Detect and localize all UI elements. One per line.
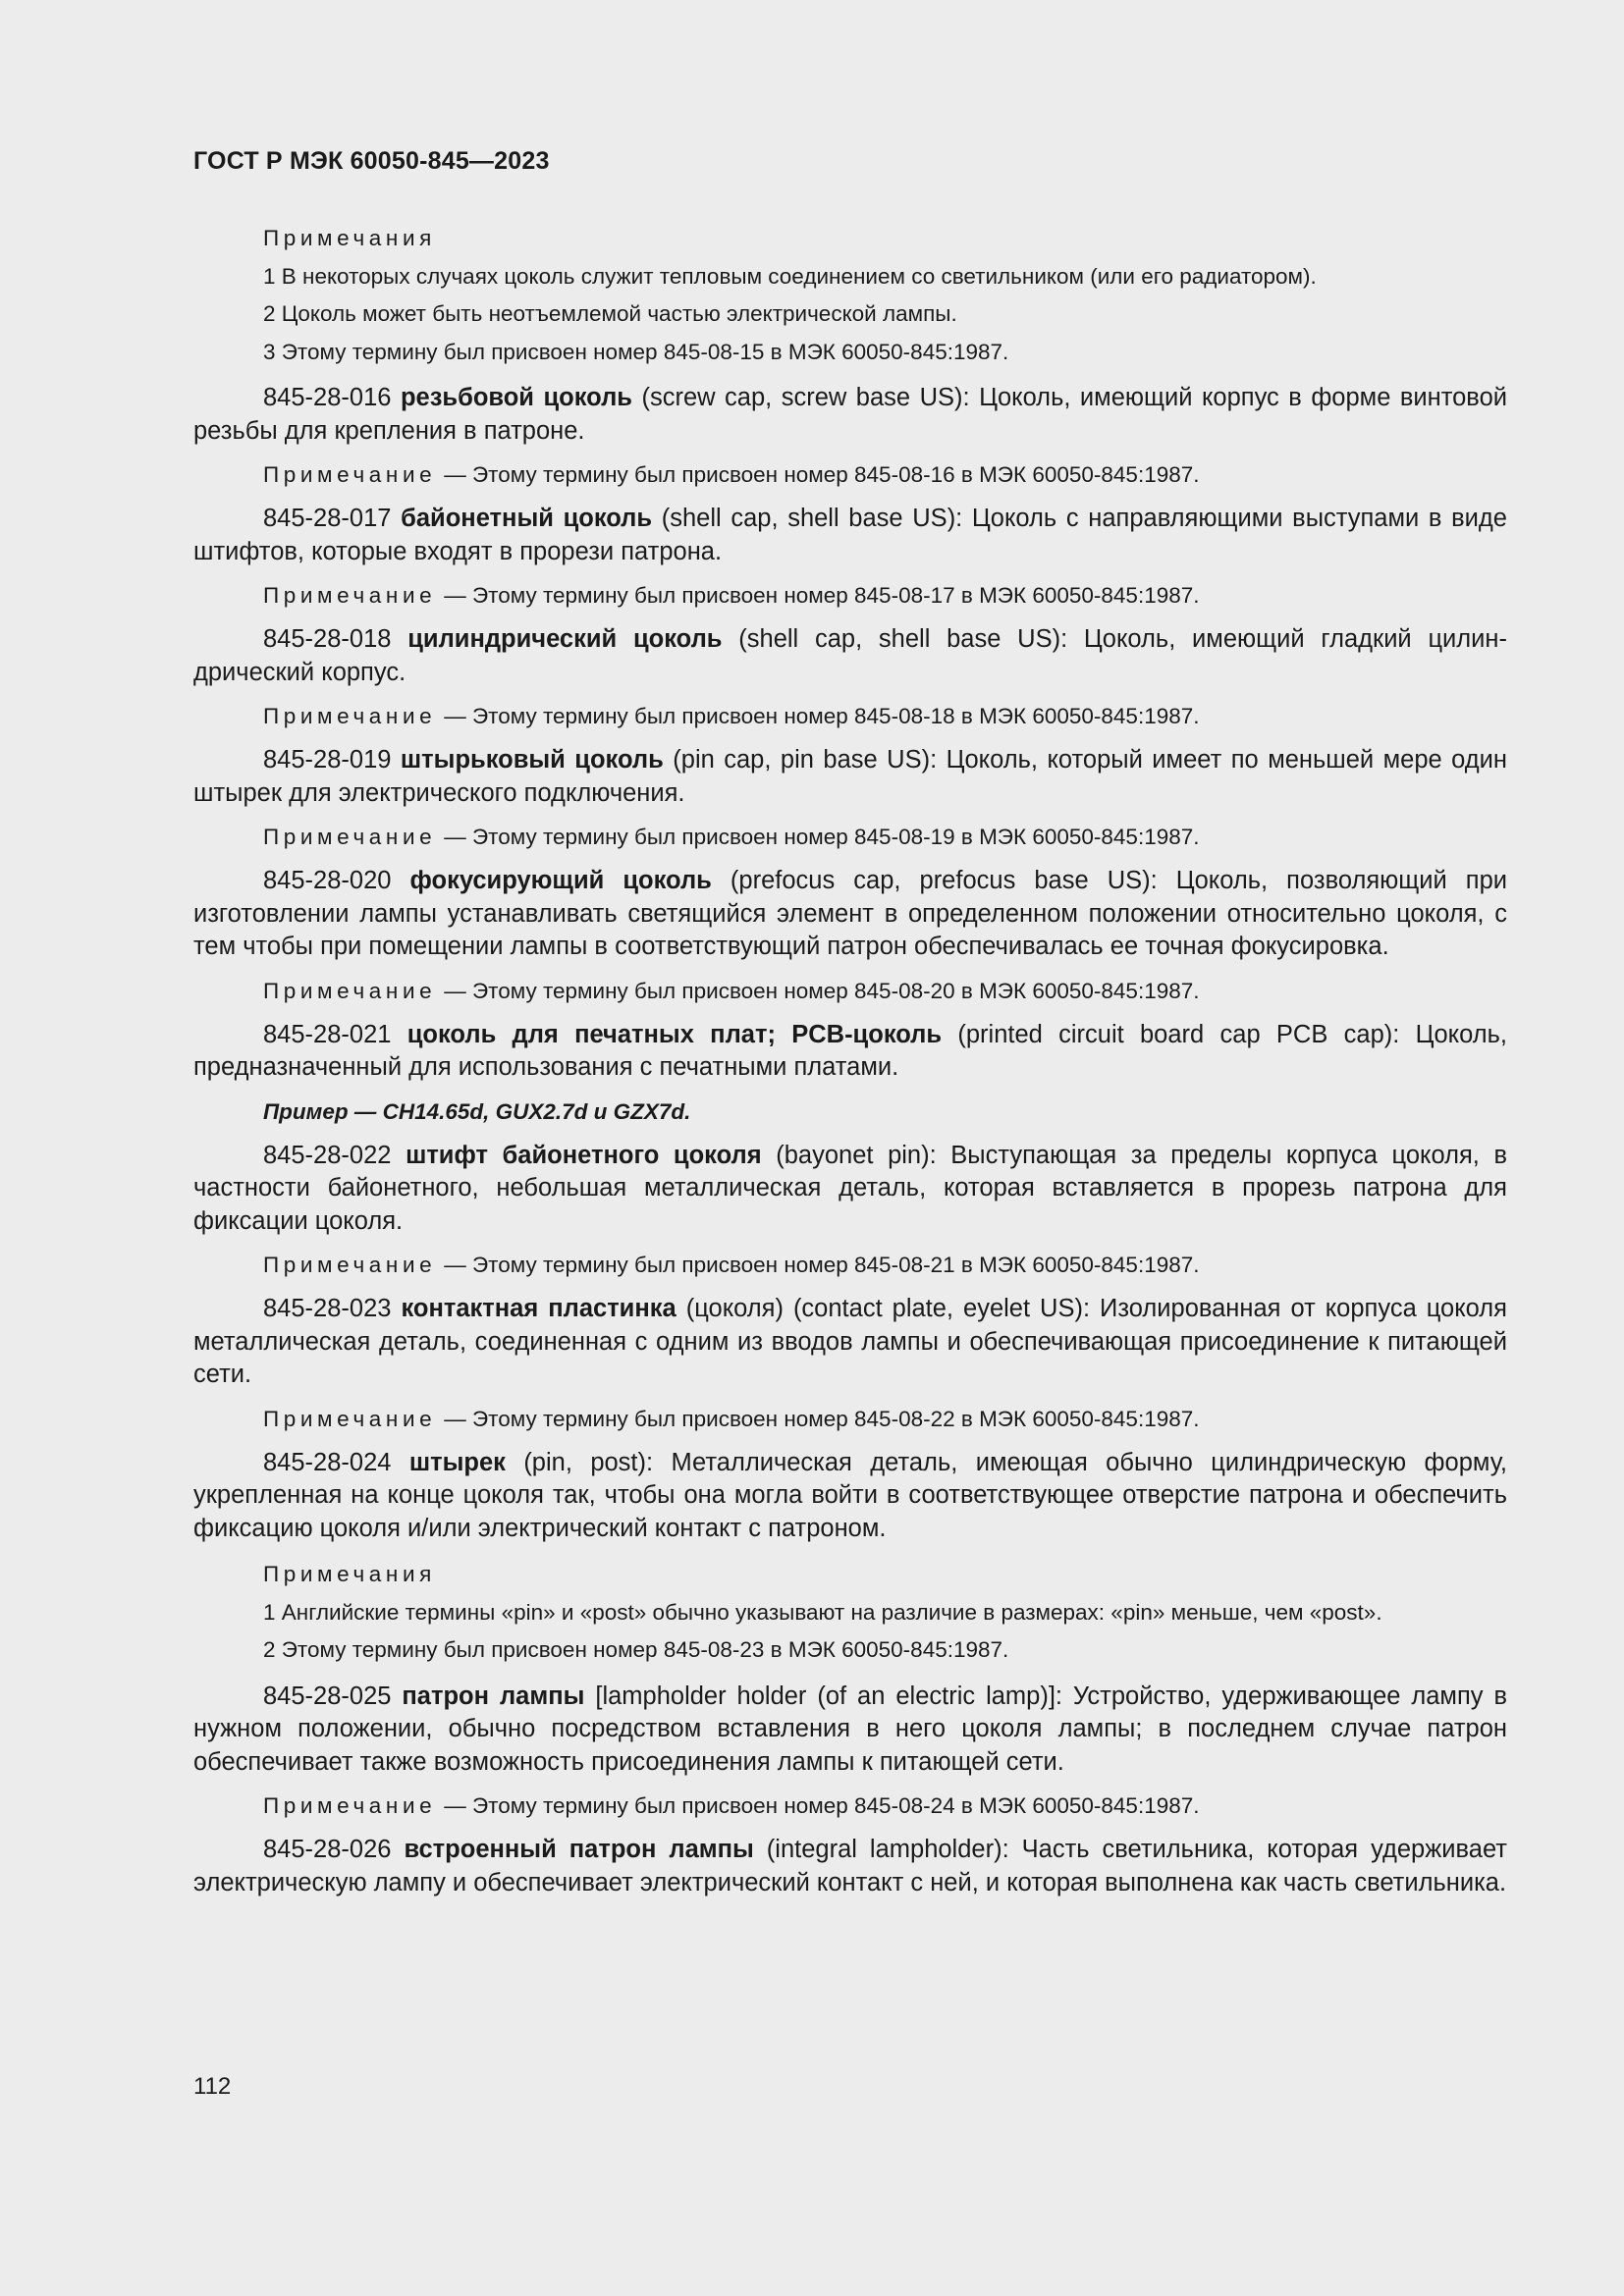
- spacer: [193, 1282, 1507, 1293]
- term-definition: (prefocus cap, prefocus base US): Цоколь, позволяющий при изготовлении лампы устанавливать светящийся элемент в определенном положении относительно цоколя, с тем чтобы при помещении лампы в соответствующий патрон обеспечивалась ее точная фокусировка.: [193, 867, 1508, 960]
- note-label: Примечание: [263, 978, 437, 1003]
- notes-heading: Примечания: [263, 1562, 436, 1586]
- note-text: — Этому термину был присвоен номер 845-08-22 в МЭК 60050-845:1987.: [444, 1406, 1200, 1431]
- spacer: [193, 1545, 1507, 1556]
- term-notes: [193, 1556, 1507, 1670]
- spacer: [193, 1129, 1507, 1140]
- spacer: [193, 1238, 1507, 1249]
- term-note: [193, 700, 1507, 733]
- term-definition: (pin, post): Металлическая деталь, имеющая обычно цилиндрическую форму, укрепленная на конце цоколя так, чтобы она могла войти в соответствующее отверстие патрона и обеспечить фиксацию цоколя и/или электрический контакт с патроном.: [193, 1448, 1507, 1542]
- note-line: 2 Этому термину был присвоен номер 845-08-23 в МЭК 60050-845:1987.: [263, 1637, 1009, 1662]
- note-text: — Этому термину был присвоен номер 845-08-20 в МЭК 60050-845:1987.: [444, 978, 1200, 1003]
- term-number: 845-28-024: [263, 1448, 392, 1476]
- term-entry: [193, 503, 1507, 568]
- note-label: Примечание: [263, 1406, 437, 1431]
- term-number: 845-28-020: [263, 867, 392, 894]
- spacer: [193, 568, 1507, 579]
- spacer: [193, 1779, 1507, 1789]
- note-line: 1 В некоторых случаях цоколь служит тепловым соединением со светильником (или его радиатором).: [263, 263, 1317, 289]
- term-entry: [193, 1293, 1507, 1392]
- spacer: [193, 1008, 1507, 1019]
- spacer: [193, 613, 1507, 623]
- term-note: [193, 458, 1507, 492]
- intro-notes: [193, 220, 1507, 371]
- note-text: — Этому термину был присвоен номер 845-08-18 в МЭК 60050-845:1987.: [444, 704, 1200, 728]
- term-definition: (screw cap, screw base US): Цоколь, имеющий корпус в форме винтовой резьбы для крепления в патроне.: [193, 384, 1507, 445]
- note-label: Примечание: [263, 583, 437, 608]
- spacer: [193, 733, 1507, 744]
- term-name: фокусирующий цоколь: [409, 867, 712, 894]
- term-entry: [193, 1834, 1507, 1899]
- note-label: Примечание: [263, 462, 437, 487]
- term-definition: (integral lampholder): Часть светильника, которая удерживает электрическую лампу и обеспечивает электрический контакт с ней, и которая выполнена как часть светильника.: [193, 1836, 1507, 1896]
- term-note: [193, 1403, 1507, 1436]
- notes-heading: Примечания: [263, 226, 436, 250]
- spacer: [193, 964, 1507, 975]
- term-number: 845-28-023: [263, 1295, 392, 1322]
- term-entry: [193, 382, 1507, 448]
- term-entry: [193, 1019, 1507, 1085]
- spacer: [193, 1436, 1507, 1447]
- term-number: 845-28-026: [263, 1836, 392, 1863]
- term-example: Пример — CH14.65d, GUX2.7d и GZX7d.: [263, 1098, 691, 1124]
- note-label: Примечание: [263, 1793, 437, 1818]
- term-entry: [193, 865, 1507, 964]
- note-text: — Этому термину был присвоен номер 845-08-24 в МЭК 60050-845:1987.: [444, 1793, 1200, 1818]
- term-entry: [193, 1681, 1507, 1780]
- term-number: 845-28-017: [263, 505, 392, 532]
- term-number: 845-28-018: [263, 625, 392, 653]
- term-number: 845-28-019: [263, 746, 392, 774]
- term-number: 845-28-022: [263, 1141, 392, 1169]
- term-number: 845-28-016: [263, 384, 392, 411]
- term-name: штырьковый цоколь: [400, 746, 664, 774]
- note-line: 2 Цоколь может быть неотъемлемой частью электрической лампы.: [263, 301, 957, 326]
- term-entry: [193, 623, 1507, 689]
- spacer: [193, 1085, 1507, 1095]
- term-name: встроенный патрон лампы: [404, 1836, 754, 1863]
- term-name: цилиндрический цоколь: [407, 625, 723, 653]
- term-entries: [193, 371, 1507, 1899]
- term-definition: (printed circuit board cap PCB cap): Цоколь, предназначенный для использования с печатными платами.: [193, 1020, 1507, 1081]
- term-note: [193, 975, 1507, 1008]
- term-definition: [lampholder holder (of an electric lamp)]: Устройство, удерживающее лампу в нужном положении, обычно посредством вставления в него цоколя лампы; в последнем случае патрон обеспечивает также возможность присоединения лампы к питающей сети.: [193, 1682, 1508, 1776]
- term-definition: (shell cap, shell base US): Цоколь, имеющий гладкий цилиндрический корпус.: [193, 625, 1507, 686]
- note-text: — Этому термину был присвоен номер 845-08-17 в МЭК 60050-845:1987.: [444, 583, 1200, 608]
- document-header: ГОСТ Р МЭК 60050-845—2023: [193, 147, 550, 175]
- spacer: [193, 448, 1507, 458]
- term-entry: [193, 744, 1507, 810]
- spacer: [193, 1670, 1507, 1681]
- note-text: — Этому термину был присвоен номер 845-08-19 в МЭК 60050-845:1987.: [444, 825, 1200, 849]
- term-definition: (shell cap, shell base US): Цоколь с направляющими выступами в виде штифтов, которые входят в прорези патрона.: [193, 505, 1507, 565]
- note-line: 3 Этому термину был присвоен номер 845-08-15 в МЭК 60050-845:1987.: [263, 339, 1009, 364]
- term-number: 845-28-025: [263, 1682, 392, 1710]
- term-name: штифт байонетного цоколя: [406, 1141, 762, 1169]
- term-number: 845-28-021: [263, 1020, 392, 1048]
- note-text: — Этому термину был присвоен номер 845-08-16 в МЭК 60050-845:1987.: [444, 462, 1200, 487]
- note-line: 1 Английские термины «pin» и «post» обычно указывают на различие в размерах: «pin» меньше, чем «post».: [263, 1599, 1382, 1625]
- term-note: [193, 1249, 1507, 1282]
- term-definition: (pin cap, pin base US): Цоколь, который имеет по меньшей мере один штырек для электрического подключения.: [193, 746, 1507, 807]
- term-note: [193, 821, 1507, 854]
- term-name: контактная пластинка: [401, 1295, 677, 1322]
- term-note: [193, 579, 1507, 613]
- spacer: [193, 689, 1507, 700]
- term-definition: (bayonet pin): Выступающая за пределы корпуса цоколя, в частности байонетного, небольшая металлическая деталь, которая вставляется в прорезь патрона для фиксации цоколя.: [193, 1141, 1507, 1235]
- term-note: [193, 1789, 1507, 1823]
- note-label: Примечание: [263, 1253, 437, 1277]
- term-entry: [193, 1140, 1507, 1239]
- spacer: [193, 854, 1507, 865]
- document-body: [193, 220, 1507, 1899]
- spacer: [193, 371, 1507, 382]
- note-label: Примечание: [263, 704, 437, 728]
- term-name: штырек: [408, 1448, 506, 1476]
- term-name: патрон лампы: [402, 1682, 585, 1710]
- spacer: [193, 810, 1507, 821]
- term-name: байонетный цоколь: [401, 505, 653, 532]
- note-text: — Этому термину был присвоен номер 845-08-21 в МЭК 60050-845:1987.: [444, 1253, 1200, 1277]
- spacer: [193, 1392, 1507, 1403]
- term-name: цоколь для печатных плат; PCB-цоколь: [406, 1020, 943, 1048]
- term-name: резьбовой цоколь: [400, 384, 632, 411]
- term-entry: [193, 1447, 1507, 1546]
- note-label: Примечание: [263, 825, 437, 849]
- spacer: [193, 492, 1507, 503]
- spacer: [193, 1823, 1507, 1834]
- page-number: 112: [193, 2073, 232, 2100]
- term-definition: (цоколя) (contact plate, eyelet US): Изолированная от корпуса цоколя металлическая деталь, соединенная с одним из вводов лампы и обеспечивающая присоединение к питающей сети.: [193, 1295, 1507, 1388]
